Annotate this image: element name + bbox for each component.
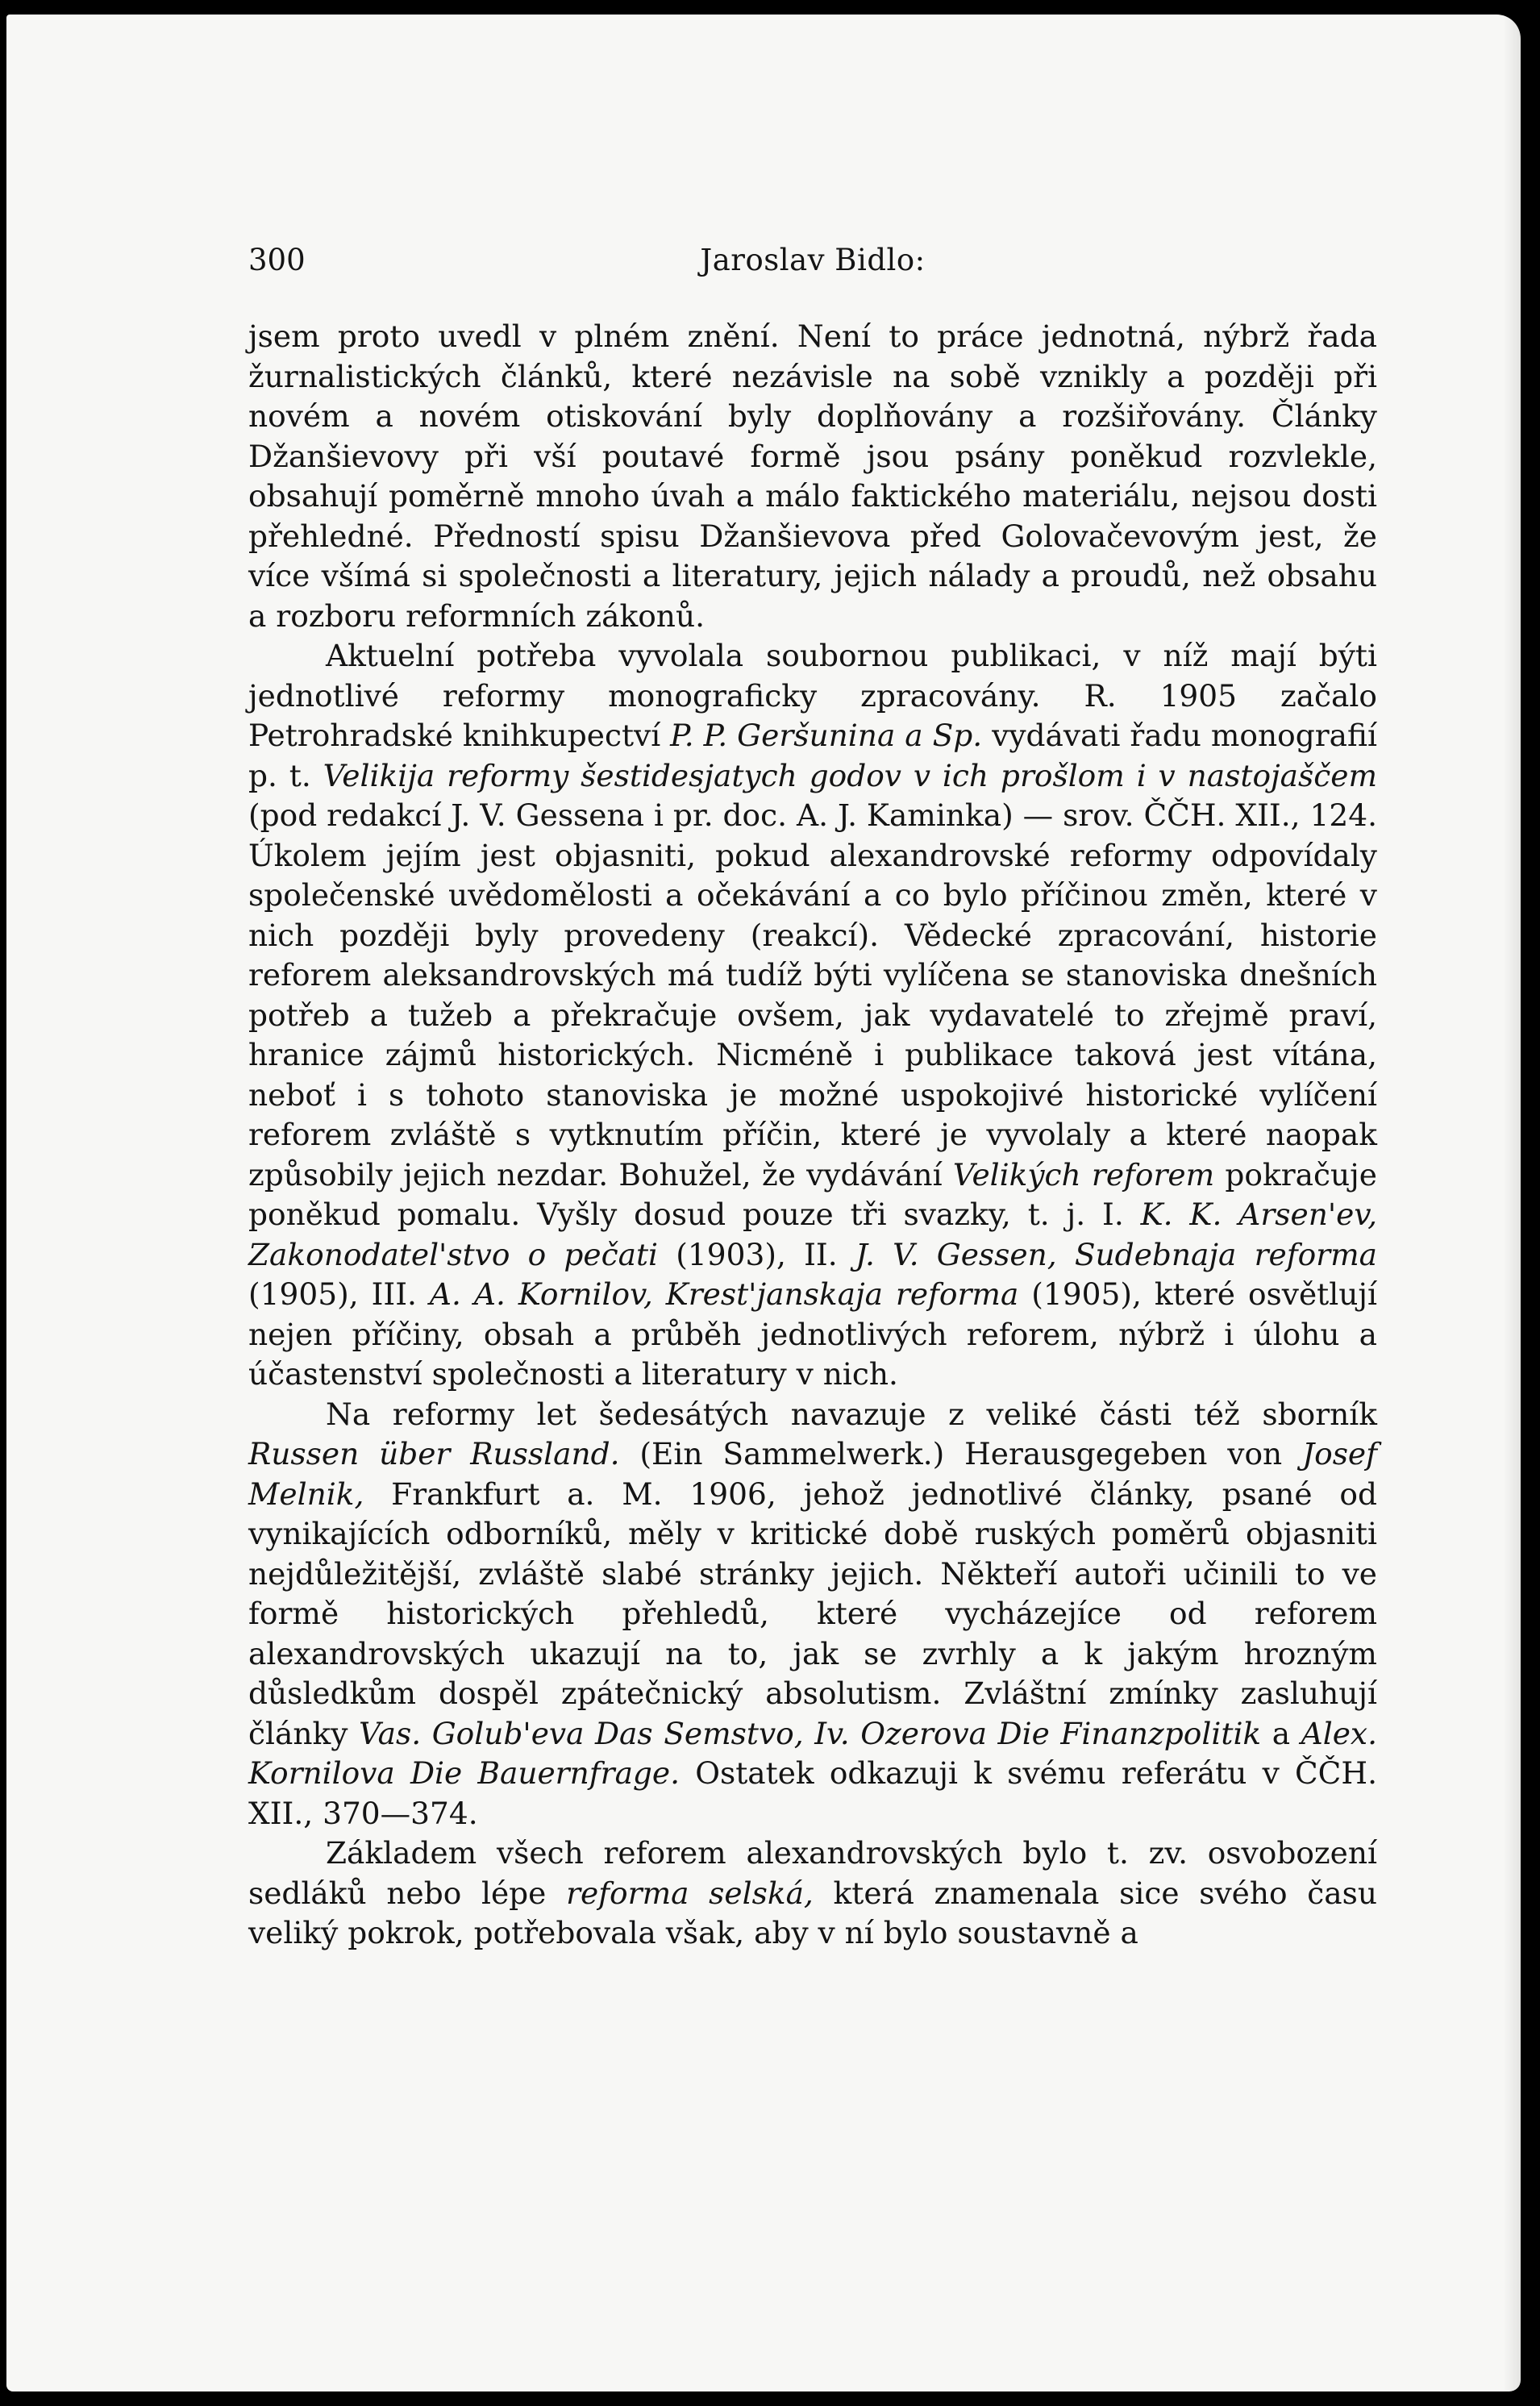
- italic-text: K. K. Arsen'ev, Zakonodatel'stvo o pečati: [248, 1197, 1378, 1272]
- italic-text: Alex. Kornilova Die Bauernfrage.: [248, 1715, 1377, 1791]
- italic-text: J. V. Gessen, Sudebnaja reforma: [855, 1236, 1377, 1272]
- text-run: která znamenala sice svého času veliký pokrok, potřebovala však, aby v ní bylo soustavně a: [248, 1875, 1377, 1950]
- text-run: pokračuje poněkud pomalu. Vyšly dosud pouze tři svazky, t. j. I.: [248, 1156, 1377, 1232]
- paragraph: [248, 1834, 1377, 1954]
- page-edge-shadow: [1503, 15, 1521, 2391]
- paragraph: [248, 1395, 1377, 1834]
- text-run: (pod redakcí J. V. Gessena i pr. doc. A. J. Kaminka) — srov. ČČH. XII., 124. Úkolem jejím jest objasniti, pokud alexandrovské reformy odpovídaly společenské uvědomělosti a očekávání a co bylo příčinou změn, které v nich později byly provedeny (reakcí). Vědecké zpracování, historie reforem aleksandrovských má tudíž býti vylíčena se stanoviska dnešních potřeb a tužeb a překračuje ovšem, jak vydavatelé to zřejmě praví, hranice zájmů historických. Nicméně i publikace taková jest vítána, neboť i s tohoto stanoviska je možné uspokojivé historické vylíčení reforem zvláště s vytknutím příčin, které je vyvolaly a které naopak způsobily jejich nezdar. Bohužel, že vydávání: [248, 797, 1377, 1193]
- page-content: [248, 236, 1377, 1954]
- text-run: Základem všech reforem alexandrovských bylo t. zv. osvobození sedláků nebo lépe: [248, 1835, 1377, 1911]
- text-run: jsem proto uvedl v plném znění. Není to práce jednotná, nýbrž řada žurnalistických článků, které nezávisle na sobě vznikly a později při novém a novém otiskování byly doplňovány a rozšiřovány. Články Džanšievovy při vší poutavé formě jsou psány poněkud rozvlekle, obsahují poměrně mnoho úvah a málo faktického materiálu, nejsou dosti přehledné. Předností spisu Džanšievova před Golovačevovým jest, že více všímá si společnosti a literatury, jejich nálady a proudů, než obsahu a rozboru reformních zákonů.: [248, 318, 1377, 634]
- text-run: (1903), II.: [658, 1236, 855, 1272]
- italic-text: P. P. Geršunina a Sp.: [670, 718, 983, 753]
- paragraph: [248, 317, 1377, 636]
- italic-text: Velikija reformy šestidesjatych godov v ich prošlom i v nastojaščem: [323, 757, 1377, 793]
- text-run: Ostatek odkazuji k svému referátu v ČČH. XII., 370—374.: [248, 1755, 1377, 1831]
- italic-text: Vas. Golub'eva Das Semstvo, Iv. Ozerova Die Finanzpolitik: [358, 1715, 1262, 1751]
- body-text: [248, 317, 1377, 1954]
- text-run: (1905), III.: [248, 1276, 430, 1312]
- text-run: Na reformy let šedesátých navazuje z veliké části též sborník: [326, 1396, 1377, 1432]
- italic-text: Josef Melnik,: [248, 1436, 1378, 1512]
- italic-text: A. A. Kornilov, Krest'janskaja reforma: [429, 1276, 1019, 1312]
- text-run: Aktuelní potřeba vyvolala soubornou publikaci, v níž mají býti jednotlivé reformy monograficky zpracovány. R. 1905 začalo Petrohradské knihkupectví: [248, 638, 1377, 753]
- text-run: (Ein Sammelwerk.) Herausgegeben von: [619, 1436, 1303, 1471]
- text-run: (1905), které osvětlují nejen příčiny, obsah a průběh jednotlivých reforem, nýbrž i úlohu a účastenství společnosti a literatury v nich.: [248, 1276, 1377, 1392]
- italic-text: Velikých reforem: [952, 1156, 1215, 1193]
- page-number: 300: [248, 243, 306, 277]
- text-run: a: [1261, 1715, 1301, 1751]
- text-run: Frankfurt a. M. 1906, jehož jednotlivé články, psané od vynikajících odborníků, měly v kritické době ruských poměrů objasniti nejdůležitější, zvláště slabé stránky jejich. Někteří autoři učinili to ve formě historických přehledů, které vycházejíce od reforem alexandrovských ukazují na to, jak se zvrhly a k jakým hrozným důsledkům dospěl zpátečnický absolutism. Zvláštní zmínky zasluhují články: [248, 1476, 1377, 1751]
- running-head: Jaroslav Bidlo:: [700, 243, 926, 277]
- italic-text: reforma selská,: [566, 1875, 814, 1911]
- paragraph: [248, 636, 1377, 1395]
- italic-text: Russen über Russland.: [248, 1436, 620, 1471]
- scanned-page: [6, 15, 1521, 2391]
- page-header: [248, 236, 1377, 285]
- text-run: vydávati řadu monografií p. t.: [248, 718, 1377, 793]
